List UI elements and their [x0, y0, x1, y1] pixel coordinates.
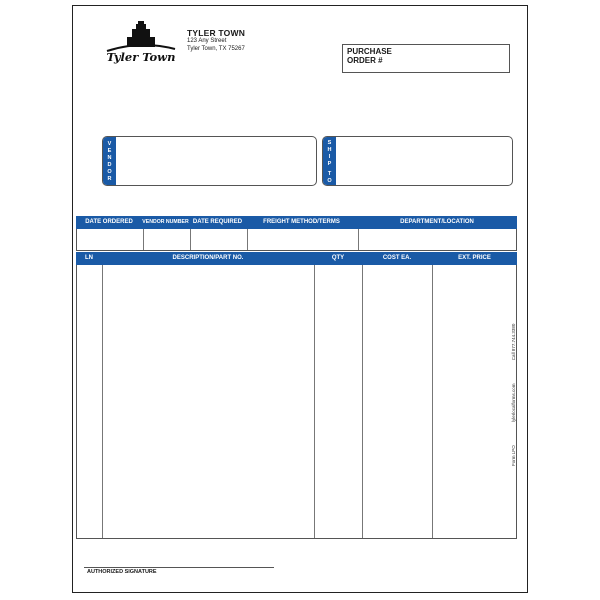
- column-divider: [143, 229, 144, 250]
- order-info-row[interactable]: [76, 229, 517, 251]
- form-number: Form LPO: [511, 445, 516, 466]
- header-qty: QTY: [331, 255, 345, 261]
- header-cost-each: COST EA.: [382, 255, 412, 261]
- vendor-address-box[interactable]: [102, 136, 317, 186]
- order-info-header: [76, 216, 517, 229]
- header-line-number: LN: [85, 255, 93, 261]
- po-label-line2: ORDER #: [347, 56, 383, 65]
- ship-to-tab-letter: T: [327, 171, 332, 177]
- form-vendor-imprint: [511, 302, 516, 466]
- line-items-header: [76, 252, 517, 265]
- header-vendor-number: VENDOR NUMBER: [142, 219, 189, 225]
- purchase-order-form: [72, 5, 528, 593]
- column-divider: [102, 265, 103, 538]
- company-city: Tyler Town, TX 75267: [187, 45, 245, 52]
- vendor-tab-letter: O: [107, 169, 112, 175]
- signature-line[interactable]: [84, 567, 274, 568]
- column-divider: [362, 265, 363, 538]
- signature-label: AUTHORIZED SIGNATURE: [87, 569, 157, 575]
- ship-to-address-box[interactable]: [322, 136, 513, 186]
- column-divider: [247, 229, 248, 250]
- ship-to-tab-letter: O: [327, 178, 332, 184]
- header-freight-method: FREIGHT METHOD/TERMS: [263, 219, 340, 225]
- vendor-tab-letter: D: [107, 162, 112, 168]
- ship-to-tab: [323, 137, 336, 185]
- company-name: TYLER TOWN: [187, 28, 246, 38]
- ship-to-tab-letter: S: [327, 140, 332, 146]
- line-items-area[interactable]: [76, 265, 517, 539]
- tyler-town-logo: [101, 20, 181, 68]
- vendor-tab-letter: R: [107, 176, 112, 182]
- header-date-required: DATE REQUIRED: [192, 219, 243, 225]
- vendor-tab-letter: N: [107, 155, 112, 161]
- column-divider: [432, 265, 433, 538]
- ship-to-tab-letter: H: [327, 147, 332, 153]
- column-divider: [190, 229, 191, 250]
- header-ext-price: EXT. PRICE: [458, 255, 491, 261]
- form-website: lylerlocalforms.com: [511, 383, 516, 422]
- logo-text: Tyler Town: [106, 50, 176, 64]
- company-address: [187, 28, 245, 53]
- column-divider: [358, 229, 359, 250]
- vendor-tab-letter: E: [107, 148, 112, 154]
- header-department-location: DEPARTMENT/LOCATION: [400, 219, 474, 225]
- column-divider: [314, 265, 315, 538]
- vendor-tab-letter: V: [107, 141, 112, 147]
- po-label-line1: PURCHASE: [347, 47, 392, 56]
- ship-to-tab-letter: P: [327, 161, 332, 167]
- company-street: 123 Any Street: [187, 38, 227, 44]
- po-number-field[interactable]: [342, 44, 510, 73]
- courthouse-icon: [101, 20, 181, 52]
- form-phone: Call 877.744.3380: [511, 323, 516, 361]
- vendor-tab: [103, 137, 116, 185]
- ship-to-tab-letter: I: [328, 154, 331, 160]
- header-date-ordered: DATE ORDERED: [85, 219, 133, 225]
- header-description: DESCRIPTION/PART NO.: [172, 255, 244, 261]
